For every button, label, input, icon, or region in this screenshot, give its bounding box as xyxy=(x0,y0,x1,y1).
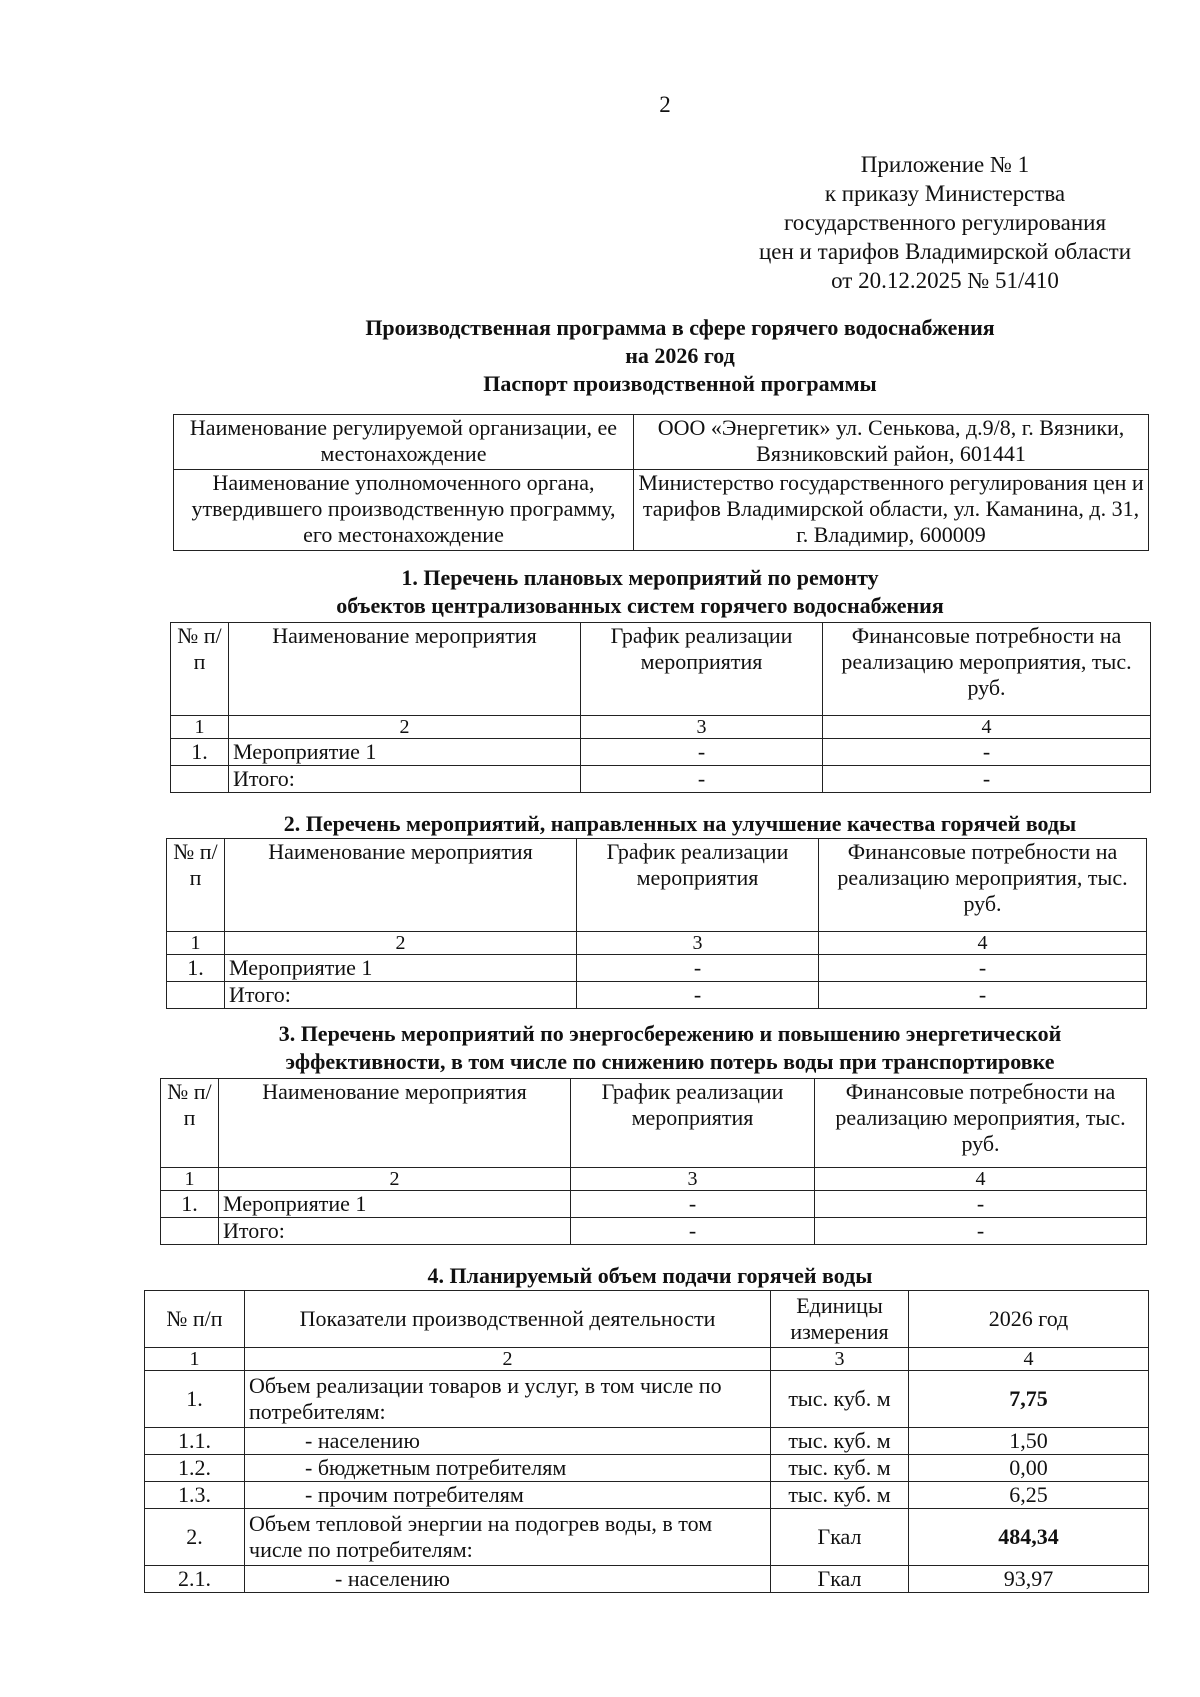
section-title-line: 4. Планируемый объем подачи горячей воды xyxy=(427,1263,873,1288)
header-schedule: График реализации мероприятия xyxy=(581,623,823,716)
row-num: 1. xyxy=(167,955,225,982)
appendix-line: к приказу Министерства xyxy=(824,181,1066,206)
row-num: 1. xyxy=(161,1191,219,1218)
row-num: 1.2. xyxy=(145,1455,245,1482)
col-index: 4 xyxy=(819,932,1147,955)
row-value: 1,50 xyxy=(909,1428,1149,1455)
header-schedule: График реализации мероприятия xyxy=(571,1079,815,1168)
passport-value: Министерство государственного регулирования цен и тарифов Владимирской области, ул. Каманина, д. 31, г. Владимир, 600009 xyxy=(634,470,1149,551)
row-value: 6,25 xyxy=(909,1482,1149,1509)
row-num: 1. xyxy=(171,739,229,766)
section-title-line: 3. Перечень мероприятий по энергосбережению и повышению энергетической xyxy=(278,1021,1062,1046)
section-2-table xyxy=(166,838,1147,1009)
section-3-table xyxy=(160,1078,1147,1245)
header-name: Наименование мероприятия xyxy=(229,623,581,716)
col-index: 3 xyxy=(577,932,819,955)
header-num: № п/п xyxy=(167,839,225,932)
row-finance: - xyxy=(823,739,1151,766)
row-unit: тыс. куб. м xyxy=(771,1371,909,1428)
col-index: 3 xyxy=(571,1168,815,1191)
section-3-title xyxy=(140,1020,1200,1076)
appendix-header xyxy=(745,150,1145,295)
row-name: Мероприятие 1 xyxy=(225,955,577,982)
header-indicator: Показатели производственной деятельности xyxy=(245,1291,771,1348)
appendix-line: от 20.12.2025 № 51/410 xyxy=(831,268,1059,293)
row-num: 1.3. xyxy=(145,1482,245,1509)
total-schedule: - xyxy=(571,1218,815,1245)
col-index: 2 xyxy=(229,716,581,739)
row-name: Объем реализации товаров и услуг, в том числе по потребителям: xyxy=(245,1371,771,1428)
row-value: 93,97 xyxy=(909,1566,1149,1593)
title-line: на 2026 год xyxy=(625,343,735,368)
section-title-line: объектов централизованных систем горячего водоснабжения xyxy=(336,593,944,618)
total-label: Итого: xyxy=(219,1218,571,1245)
total-schedule: - xyxy=(577,982,819,1009)
total-label: Итого: xyxy=(229,766,581,793)
row-num: 1.1. xyxy=(145,1428,245,1455)
col-index: 2 xyxy=(225,932,577,955)
passport-table xyxy=(173,414,1149,551)
row-name: - населению xyxy=(245,1566,771,1593)
row-schedule: - xyxy=(571,1191,815,1218)
row-num: 2. xyxy=(145,1509,245,1566)
total-finance: - xyxy=(815,1218,1147,1245)
header-schedule: График реализации мероприятия xyxy=(577,839,819,932)
section-1-table xyxy=(170,622,1151,793)
total-finance: - xyxy=(819,982,1147,1009)
page-number: 2 xyxy=(659,92,671,117)
col-index: 1 xyxy=(145,1348,245,1371)
title-line: Производственная программа в сфере горячего водоснабжения xyxy=(365,315,995,340)
header-num: № п/п xyxy=(145,1291,245,1348)
row-num xyxy=(161,1218,219,1245)
section-title-line: 2. Перечень мероприятий, направленных на улучшение качества горячей воды xyxy=(283,811,1077,836)
total-finance: - xyxy=(823,766,1151,793)
row-unit: Гкал xyxy=(771,1509,909,1566)
col-index: 4 xyxy=(909,1348,1149,1371)
row-unit: тыс. куб. м xyxy=(771,1455,909,1482)
section-title-line: 1. Перечень плановых мероприятий по ремонту xyxy=(401,565,879,590)
col-index: 1 xyxy=(167,932,225,955)
header-num: № п/п xyxy=(161,1079,219,1168)
section-4-table xyxy=(144,1290,1149,1593)
section-title-line: эффективности, в том числе по снижению потерь воды при транспортировке xyxy=(285,1049,1055,1074)
document-title xyxy=(190,314,1170,398)
header-year: 2026 год xyxy=(909,1291,1149,1348)
appendix-line: государственного регулирования xyxy=(783,210,1107,235)
header-finance: Финансовые потребности на реализацию мероприятия, тыс. руб. xyxy=(823,623,1151,716)
col-index: 2 xyxy=(219,1168,571,1191)
col-index: 4 xyxy=(823,716,1151,739)
col-index: 3 xyxy=(771,1348,909,1371)
row-num: 2.1. xyxy=(145,1566,245,1593)
col-index: 4 xyxy=(815,1168,1147,1191)
row-num: 1. xyxy=(145,1371,245,1428)
header-finance: Финансовые потребности на реализацию мероприятия, тыс. руб. xyxy=(815,1079,1147,1168)
section-2-title xyxy=(150,810,1200,838)
row-schedule: - xyxy=(577,955,819,982)
col-index: 1 xyxy=(161,1168,219,1191)
total-label: Итого: xyxy=(225,982,577,1009)
row-value: 0,00 xyxy=(909,1455,1149,1482)
row-num xyxy=(167,982,225,1009)
row-finance: - xyxy=(815,1191,1147,1218)
appendix-line: Приложение № 1 xyxy=(860,152,1030,177)
total-schedule: - xyxy=(581,766,823,793)
appendix-line: цен и тарифов Владимирской области xyxy=(758,239,1132,264)
passport-label: Наименование уполномоченного органа, утвердившего производственную программу, его местонахождение xyxy=(174,470,634,551)
row-unit: Гкал xyxy=(771,1566,909,1593)
row-value: 7,75 xyxy=(909,1371,1149,1428)
row-value: 484,34 xyxy=(909,1509,1149,1566)
col-index: 3 xyxy=(581,716,823,739)
row-num xyxy=(171,766,229,793)
header-name: Наименование мероприятия xyxy=(219,1079,571,1168)
row-unit: тыс. куб. м xyxy=(771,1482,909,1509)
col-index: 1 xyxy=(171,716,229,739)
header-num: № п/п xyxy=(171,623,229,716)
passport-value: ООО «Энергетик» ул. Сенькова, д.9/8, г. Вязники, Вязниковский район, 601441 xyxy=(634,415,1149,470)
section-1-title xyxy=(140,564,1140,620)
row-name: Мероприятие 1 xyxy=(229,739,581,766)
section-4-title xyxy=(200,1262,1100,1290)
title-line: Паспорт производственной программы xyxy=(483,371,877,396)
row-name: - бюджетным потребителям xyxy=(245,1455,771,1482)
header-unit: Единицы измерения xyxy=(771,1291,909,1348)
row-name: Мероприятие 1 xyxy=(219,1191,571,1218)
row-schedule: - xyxy=(581,739,823,766)
col-index: 2 xyxy=(245,1348,771,1371)
row-name: - прочим потребителям xyxy=(245,1482,771,1509)
row-name: - населению xyxy=(245,1428,771,1455)
row-unit: тыс. куб. м xyxy=(771,1428,909,1455)
header-finance: Финансовые потребности на реализацию мероприятия, тыс. руб. xyxy=(819,839,1147,932)
header-name: Наименование мероприятия xyxy=(225,839,577,932)
row-name: Объем тепловой энергии на подогрев воды, в том числе по потребителям: xyxy=(245,1509,771,1566)
passport-label: Наименование регулируемой организации, ее местонахождение xyxy=(174,415,634,470)
row-finance: - xyxy=(819,955,1147,982)
